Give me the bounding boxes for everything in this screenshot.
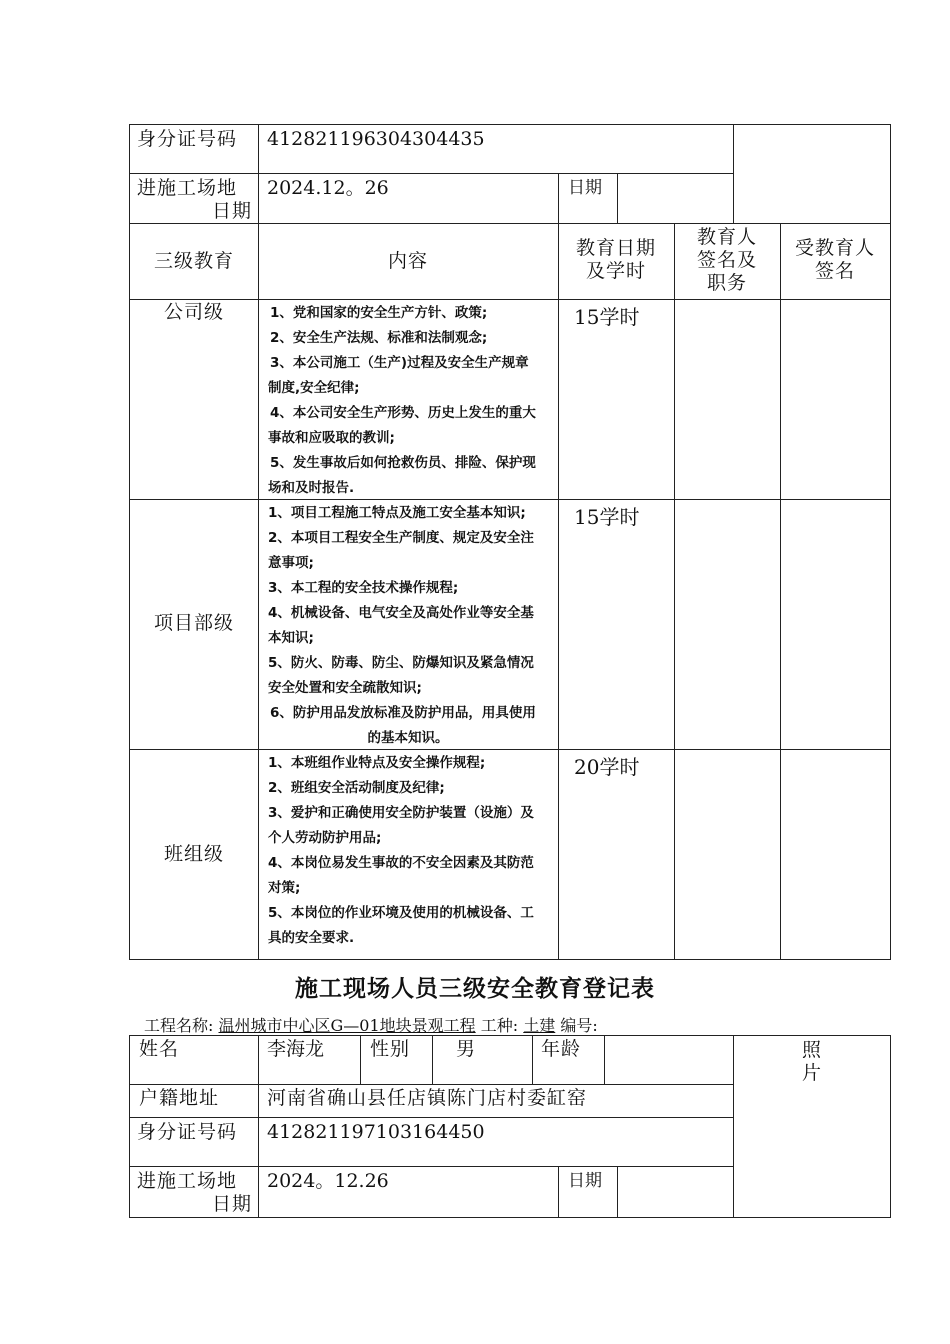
age-label: 年龄 [541, 1038, 582, 1060]
level-team: 班组级 [163, 843, 224, 865]
trade-value: 土建 [523, 1016, 556, 1035]
entry-date-value-2: 2024。12.26 [267, 1170, 389, 1192]
entry-date-label-2: 进施工场地 日期 [137, 1170, 252, 1215]
entry-date-label: 进施工场地 日期 [137, 177, 252, 222]
photo-placeholder: 照 片 [802, 1039, 822, 1084]
hours-team: 20学时 [574, 755, 640, 779]
id-number-label: 身分证号码 [137, 128, 238, 150]
level-company: 公司级 [163, 301, 224, 323]
id-number-label-2: 身分证号码 [137, 1121, 238, 1143]
gender-label: 性别 [370, 1038, 411, 1060]
header-level: 三级教育 [153, 250, 234, 272]
project-info-line [144, 1013, 598, 1036]
name-value: 李海龙 [267, 1038, 325, 1060]
content-team: 1、本班组作业特点及安全操作规程; 2、班组安全活动制度及纪律; 3、爱护和正确使用安全防护装置（设施）及 个人劳动防护用品; 4、本岗位易发生事故的不安全因素及其防范 对策; 5、本岗位的作业环境及使用的机械设备、工 具的安全要求. [268, 755, 534, 946]
project-name-label: 工程名称: [144, 1016, 214, 1035]
date-label-2: 日期 [568, 1171, 602, 1191]
date-label: 日期 [568, 178, 602, 198]
header-date-hours: 教育日期 及学时 [575, 237, 656, 282]
name-label: 姓名 [139, 1038, 180, 1060]
entry-date-value: 2024.12。26 [267, 177, 389, 199]
header-educator-signature: 教育人 签名及 职务 [696, 226, 757, 294]
number-label: 编号: [560, 1016, 598, 1035]
id-number-value-2: 412821197103164450 [267, 1121, 485, 1143]
header-trainee-signature: 受教育人 签名 [794, 237, 875, 282]
level-project: 项目部级 [153, 612, 234, 634]
form-title: 施工现场人员三级安全教育登记表 [295, 975, 655, 1002]
content-company: 1、党和国家的安全生产方针、政策; 2、安全生产法规、标准和法制观念; 3、本公司施工（生产)过程及安全生产规章 制度,安全纪律; 4、本公司安全生产形势、历史上发生的重大 事故和应吸取的教训; 5、发生事故后如何抢救伤员、排险、保护现 场和及时报告. [268, 305, 536, 496]
gender-value: 男 [456, 1038, 476, 1060]
project-name-value: 温州城市中心区G—01地块景观工程 [218, 1016, 476, 1035]
hours-project: 15学时 [574, 505, 640, 529]
hours-company: 15学时 [574, 305, 640, 329]
content-project: 1、项目工程施工特点及施工安全基本知识; 2、本项目工程安全生产制度、规定及安全注 意事项; 3、本工程的安全技术操作规程; 4、机械设备、电气安全及高处作业等安全基 本知识; 5、防火、防毒、防尘、防爆知识及紧急情况 安全处置和安全疏散知识; 6、防护用品发放标准及防护用品，用具使用 的基本知识。 [268, 505, 536, 746]
hukou-value: 河南省确山县任店镇陈门店村委缸窑 [267, 1087, 588, 1109]
trade-label: 工种: [480, 1016, 519, 1035]
header-content: 内容 [387, 250, 428, 272]
hukou-label: 户籍地址 [139, 1087, 220, 1109]
id-number-value: 412821196304304435 [267, 128, 485, 150]
